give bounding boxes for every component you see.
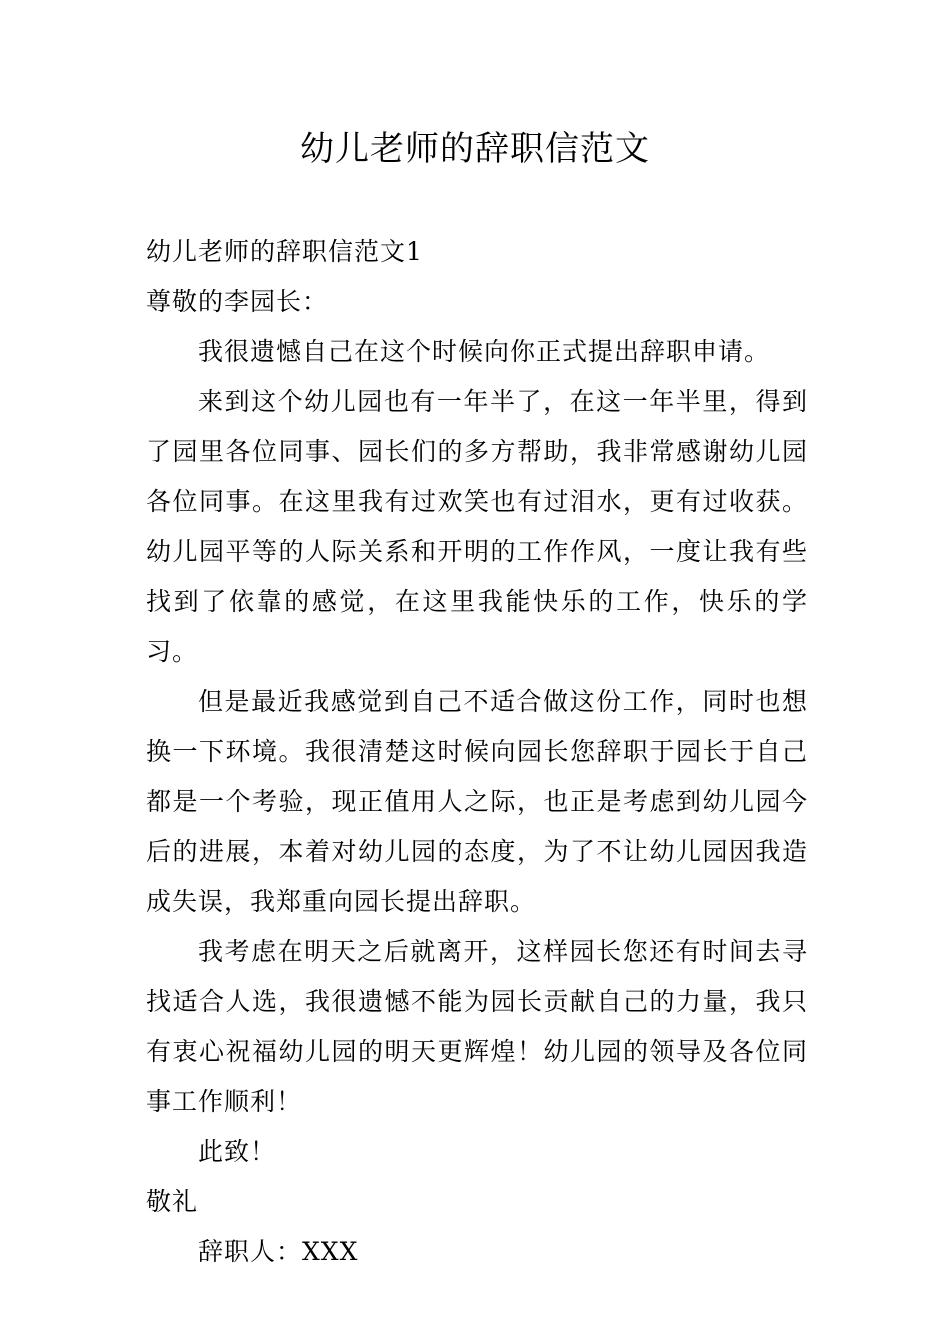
section-heading: 幼儿老师的辞职信范文1	[146, 237, 423, 266]
document-title: 幼儿老师的辞职信范文	[300, 129, 650, 169]
signature: 辞职人：XXX	[198, 1237, 359, 1266]
regards: 敬礼	[146, 1187, 199, 1216]
closing: 此致！	[198, 1137, 277, 1166]
paragraph-1: 我很遗憾自己在这个时候向你正式提出辞职申请。	[198, 337, 771, 366]
paragraph-2: 来到这个幼儿园也有一年半了，在这一年半里，得到了园里各位同事、园长们的多方帮助，我非常感谢幼儿园各位同事。在这里我有过欢笑也有过泪水，更有过收获。幼儿园平等的人际关系和开明的工作作风，一度让我有些找到了依靠的感觉，在这里我能快乐的工作，快乐的学习。	[146, 387, 808, 666]
paragraph-4: 我考虑在明天之后就离开，这样园长您还有时间去寻找适合人选，我很遗憾不能为园长贡献自己的力量，我只有衷心祝福幼儿园的明天更辉煌！幼儿园的领导及各位同事工作顺利！	[146, 937, 808, 1116]
document-body	[146, 227, 808, 1277]
salutation: 尊敬的李园长：	[146, 287, 329, 316]
paragraph-3: 但是最近我感觉到自己不适合做这份工作，同时也想换一下环境。我很清楚这时候向园长您辞职于园长于自己都是一个考验，现正值用人之际，也正是考虑到幼儿园今后的进展，本着对幼儿园的态度，为了不让幼儿园因我造成失误，我郑重向园长提出辞职。	[146, 687, 808, 916]
